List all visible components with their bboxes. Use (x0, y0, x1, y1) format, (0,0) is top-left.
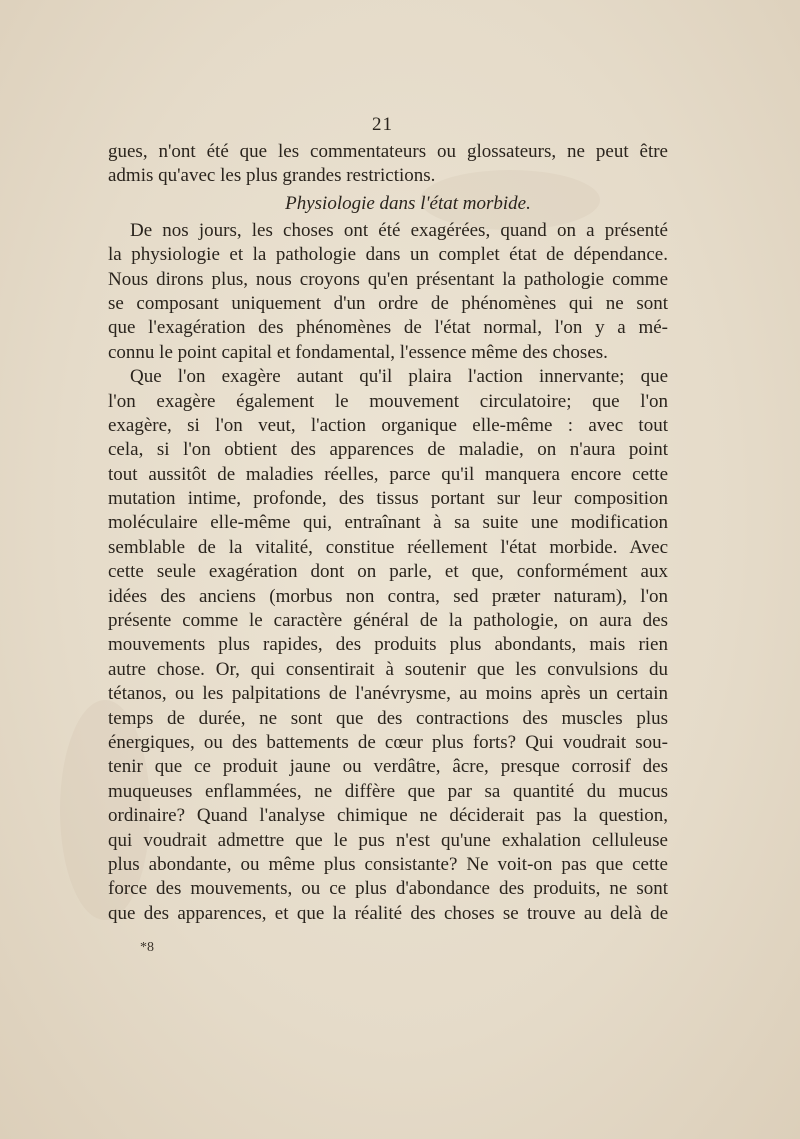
text-line: De nos jours, les choses ont été exagérées, quand on a présenté (130, 219, 668, 241)
text-line: muqueuses enflammées, ne diffère que par sa quantité du mucus (108, 780, 668, 802)
text-line: temps de durée, ne sont que des contractions des muscles plus (108, 707, 668, 729)
text-line: tout aussitôt de maladies réelles, parce qu'il manquera encore cette (108, 463, 668, 485)
text-line: exagère, si l'on veut, l'action organique elle-même : avec tout (108, 414, 668, 436)
text-line: cela, si l'on obtient des apparences de maladie, on n'aura point (108, 439, 668, 461)
text-line: tenir que ce produit jaune ou verdâtre, âcre, presque corrosif des (108, 756, 668, 778)
text-line: que l'exagération des phénomènes de l'état normal, l'on y a mé- (108, 317, 668, 339)
text-line: l'on exagère également le mouvement circulatoire; que l'on (108, 390, 668, 412)
text-line: tétanos, ou les palpitations de l'anévrysme, au moins après un certain (108, 683, 668, 705)
body-text (108, 140, 668, 926)
text-line: présente comme le caractère général de la pathologie, on aura des (108, 610, 668, 632)
text-line: idées des anciens (morbus non contra, sed præter naturam), l'on (108, 585, 668, 607)
text-line: Que l'on exagère autant qu'il plaira l'action innervante; que (130, 366, 668, 388)
text-line: se composant uniquement d'un ordre de phénomènes qui ne sont (108, 292, 668, 314)
text-line: cette seule exagération dont on parle, et que, conformément aux (108, 561, 668, 583)
text-line: moléculaire elle-même qui, entraînant à sa suite une modification (108, 512, 668, 534)
text-line: ordinaire? Quand l'analyse chimique ne déciderait pas la question, (108, 805, 668, 827)
section-heading: Physiologie dans l'état morbide. (285, 192, 531, 214)
text-line: autre chose. Or, qui consentirait à soutenir que les convulsions du (108, 658, 668, 680)
text-line: Nous dirons plus, nous croyons qu'en présentant la pathologie comme (108, 268, 668, 290)
text-line: qui voudrait admettre que le pus n'est qu'une exhalation celluleuse (108, 829, 668, 851)
text-line: semblable de la vitalité, constitue réellement l'état morbide. Avec (108, 536, 668, 558)
text-line: connu le point capital et fondamental, l'essence même des choses. (108, 341, 608, 363)
text-line: énergiques, ou des battements de cœur plus forts? Qui voudrait sou- (108, 731, 668, 753)
signature-mark: *8 (140, 940, 154, 955)
text-line: plus abondante, ou même plus consistante? Ne voit-on pas que cette (108, 853, 668, 875)
text-line: que des apparences, et que la réalité des choses se trouve au delà de (108, 902, 668, 924)
text-line: gues, n'ont été que les commentateurs ou glossateurs, ne peut être (108, 141, 668, 162)
text-line: admis qu'avec les plus grandes restrictions. (108, 165, 436, 187)
text-line: la physiologie et la pathologie dans un complet état de dépendance. (108, 244, 668, 266)
page-number: 21 (372, 114, 393, 135)
text-line: force des mouvements, ou ce plus d'abondance des produits, ne sont (108, 878, 668, 900)
text-line: mouvements plus rapides, des produits plus abondants, mais rien (108, 634, 668, 656)
text-line: mutation intime, profonde, des tissus portant sur leur composition (108, 488, 668, 510)
